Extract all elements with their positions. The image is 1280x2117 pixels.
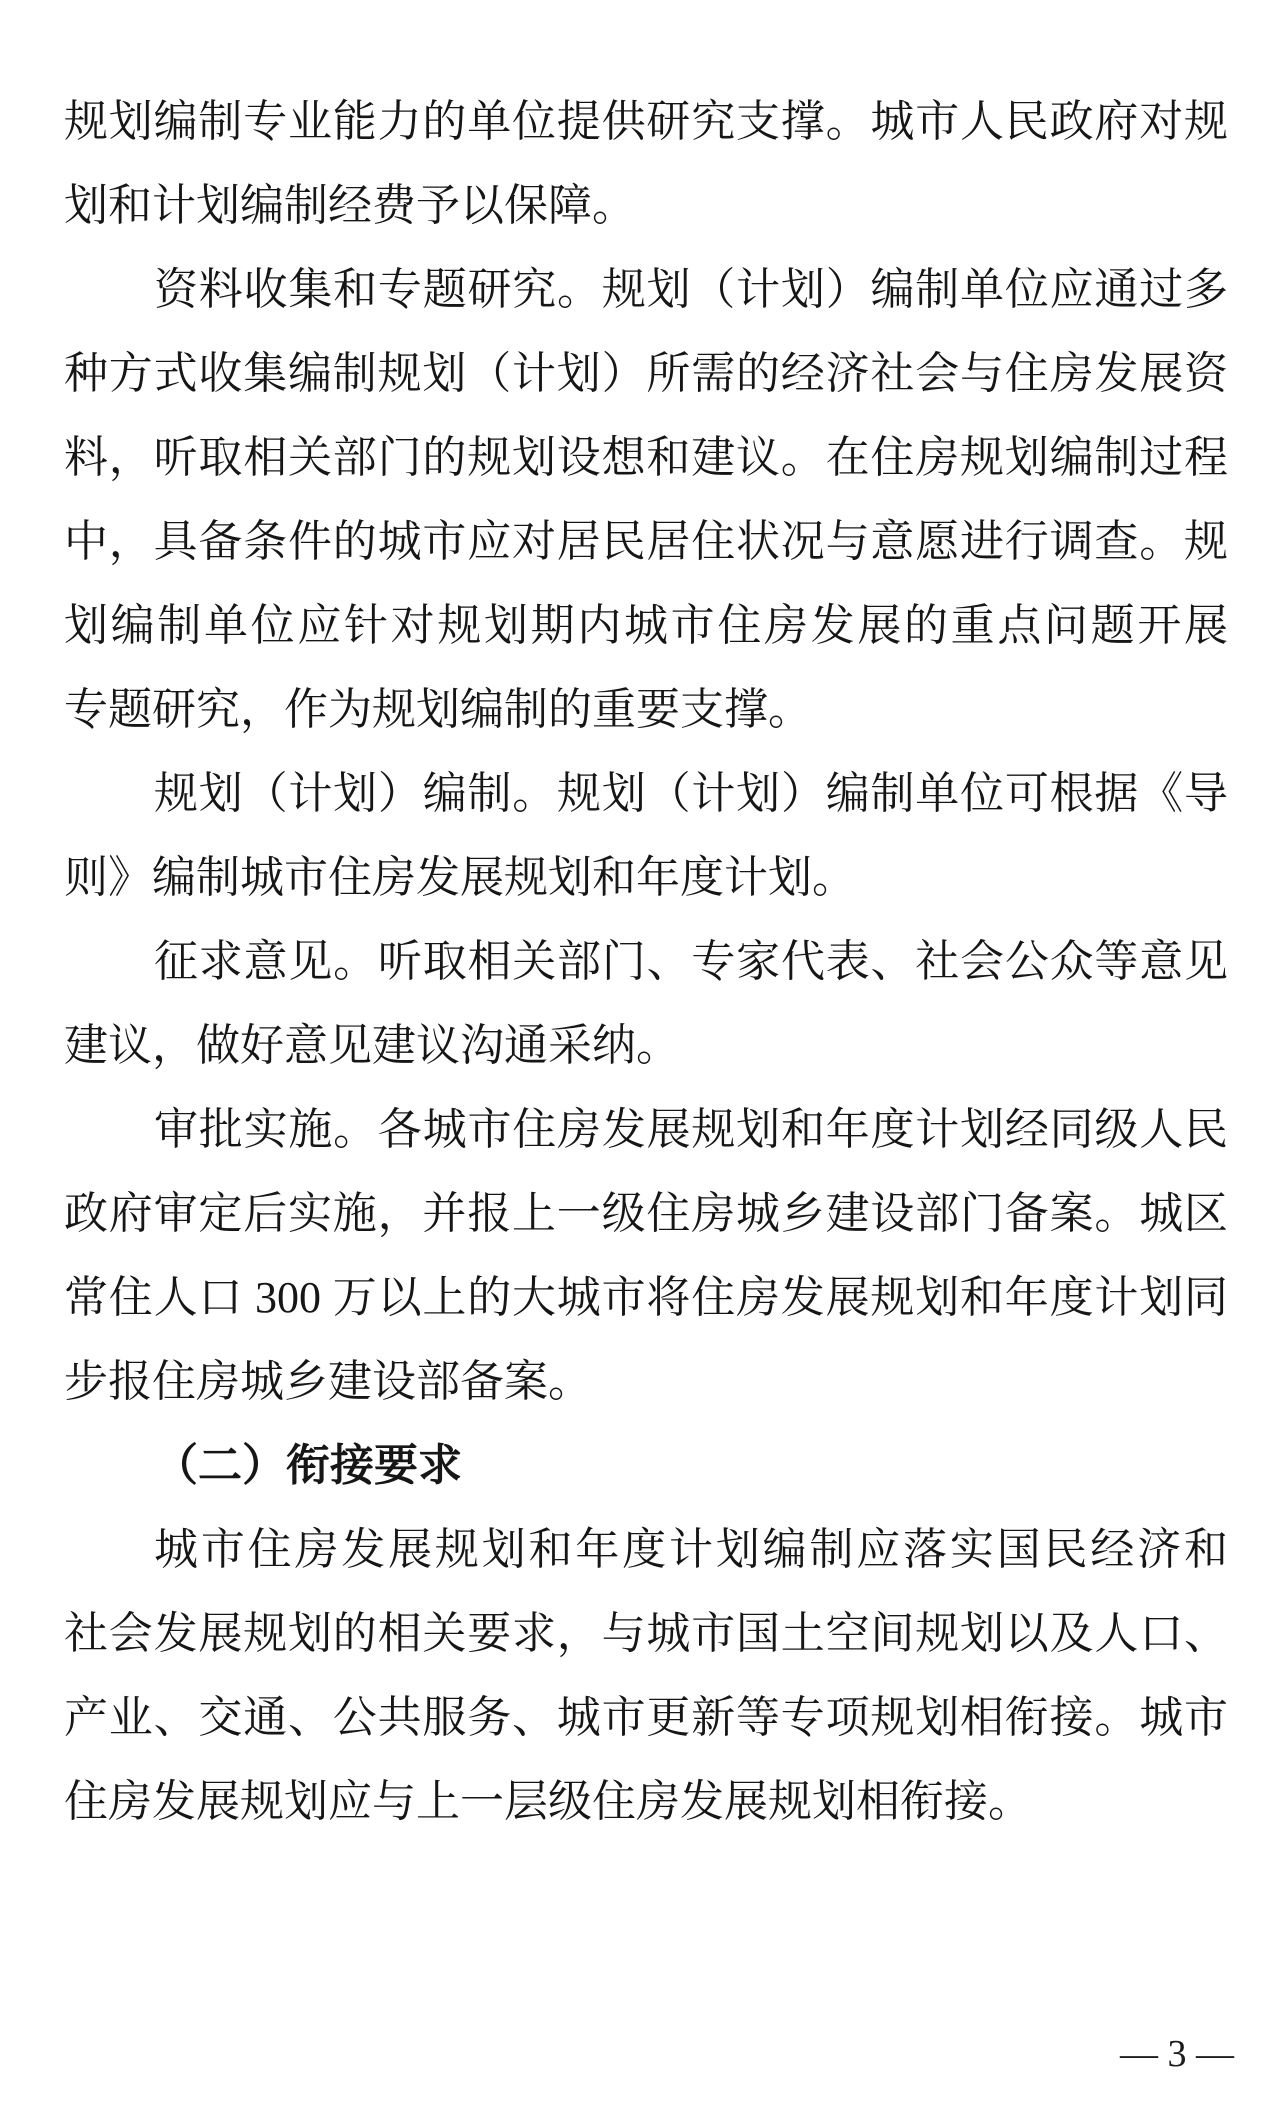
text-line: 划编制单位应针对规划期内城市住房发展的重点问题开展 [64, 601, 1228, 650]
page-number: — 3 — [1120, 2033, 1234, 2075]
text-line: 料，听取相关部门的规划设想和建议。在住房规划编制过程 [64, 433, 1228, 482]
text-line: 专题研究，作为规划编制的重要支撑。 [64, 685, 812, 734]
text-line: 则》编制城市住房发展规划和年度计划。 [64, 853, 856, 902]
section-heading: （二）衔接要求 [154, 1441, 462, 1490]
text-line: 常住人口 300 万以上的大城市将住房发展规划和年度计划同 [64, 1273, 1228, 1322]
body-text [64, 80, 1228, 1844]
text-line: 规划编制专业能力的单位提供研究支撑。城市人民政府对规 [64, 97, 1228, 146]
text-line: 规划（计划）编制。规划（计划）编制单位可根据《导 [154, 769, 1228, 818]
text-line: 住房发展规划应与上一层级住房发展规划相衔接。 [64, 1777, 1032, 1826]
text-line: 资料收集和专题研究。规划（计划）编制单位应通过多 [154, 265, 1228, 314]
text-line: 种方式收集编制规划（计划）所需的经济社会与住房发展资 [64, 349, 1228, 398]
text-line: 建议，做好意见建议沟通采纳。 [64, 1021, 680, 1070]
text-line: 产业、交通、公共服务、城市更新等专项规划相衔接。城市 [64, 1693, 1228, 1742]
text-line: 征求意见。听取相关部门、专家代表、社会公众等意见 [154, 937, 1228, 986]
text-line: 审批实施。各城市住房发展规划和年度计划经同级人民 [154, 1105, 1228, 1154]
text-line: 社会发展规划的相关要求，与城市国土空间规划以及人口、 [64, 1609, 1228, 1658]
text-line: 城市住房发展规划和年度计划编制应落实国民经济和 [154, 1525, 1228, 1574]
text-line: 政府审定后实施，并报上一级住房城乡建设部门备案。城区 [64, 1189, 1228, 1238]
text-line: 步报住房城乡建设部备案。 [64, 1357, 592, 1406]
text-line: 划和计划编制经费予以保障。 [64, 181, 636, 230]
text-line: 中，具备条件的城市应对居民居住状况与意愿进行调查。规 [64, 517, 1228, 566]
